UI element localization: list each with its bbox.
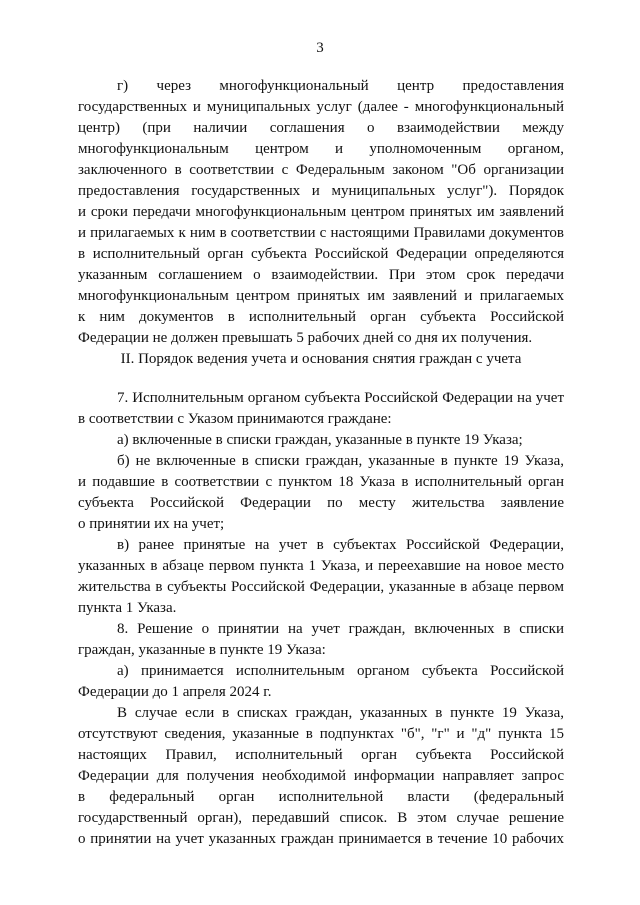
text-line: заключенного в соответствии с Федеральным законом "Об организации [78, 162, 564, 178]
text-line: субъекта Российской Федерации по месту жительства заявление [78, 495, 564, 511]
text-line: к ним документов в исполнительный орган субъекта Российской [78, 309, 564, 325]
text-line: в исполнительный орган субъекта Российской Федерации определяются [78, 246, 564, 262]
text-line: 8. Решение о принятии на учет граждан, включенных в списки [117, 621, 564, 637]
text-line: в) ранее принятые на учет в субъектах Российской Федерации, [117, 537, 564, 553]
text-line: В случае если в списках граждан, указанных в пункте 19 Указа, [117, 705, 564, 721]
text-line: центр) (при наличии соглашения о взаимодействии между [78, 120, 564, 136]
text-line: и сроки передачи многофункциональным центром принятых им заявлений [78, 204, 564, 220]
text-line: настоящих Правил, исполнительный орган субъекта Российской [78, 747, 564, 763]
text-line: б) не включенные в списки граждан, указанные в пункте 19 Указа, [117, 453, 564, 469]
text-line: жительства в субъекты Российской Федерации, указанные в абзаце первом [78, 579, 564, 595]
text-line: 7. Исполнительным органом субъекта Российской Федерации на учет [117, 390, 564, 406]
text-line: предоставления государственных и муниципальных услуг"). Порядок [78, 183, 564, 199]
text-line: а) включенные в списки граждан, указанные в пункте 19 Указа; [117, 432, 523, 448]
text-line: Федерации до 1 апреля 2024 г. [78, 684, 272, 700]
text-line: о принятии на учет указанных граждан принимается в течение 10 рабочих [78, 831, 564, 847]
text-line: о принятии их на учет; [78, 516, 225, 532]
text-line: и прилагаемых к ним в соответствии с настоящими Правилами документов [78, 225, 564, 241]
text-line: многофункциональным центром принятых им заявлений и прилагаемых [78, 288, 564, 304]
text-line: многофункциональным центром и уполномоченным органом, [78, 141, 564, 157]
text-line: в соответствии с Указом принимаются граждане: [78, 411, 392, 427]
text-line: г) через многофункциональный центр предоставления [117, 78, 564, 94]
text-line: указанным соглашением о взаимодействии. При этом срок передачи [78, 267, 564, 283]
text-line: государственных и муниципальных услуг (далее - многофункциональный [78, 99, 564, 115]
text-line: пункта 1 Указа. [78, 600, 177, 616]
text-line: государственный орган), передавший список. В этом случае решение [78, 810, 564, 826]
section-heading: II. Порядок ведения учета и основания снятия граждан с учета [120, 351, 522, 367]
text-line: Федерации не должен превышать 5 рабочих дней со дня их получения. [78, 330, 533, 346]
text-line: указанных в абзаце первом пункта 1 Указа, и переехавшие на новое место [78, 558, 564, 574]
page-number: 3 [316, 40, 324, 56]
text-line: отсутствуют сведения, указанные в подпунктах "б", "г" и "д" пункта 15 [78, 726, 564, 742]
text-line: и подавшие в соответствии с пунктом 18 Указа в исполнительный орган [78, 474, 564, 490]
text-line: Федерации для получения необходимой информации направляет запрос [78, 768, 564, 784]
text-line: а) принимается исполнительным органом субъекта Российской [117, 663, 564, 679]
text-line: граждан, указанные в пункте 19 Указа: [78, 642, 326, 658]
text-line: в федеральный орган исполнительной власти (федеральный [78, 789, 564, 805]
